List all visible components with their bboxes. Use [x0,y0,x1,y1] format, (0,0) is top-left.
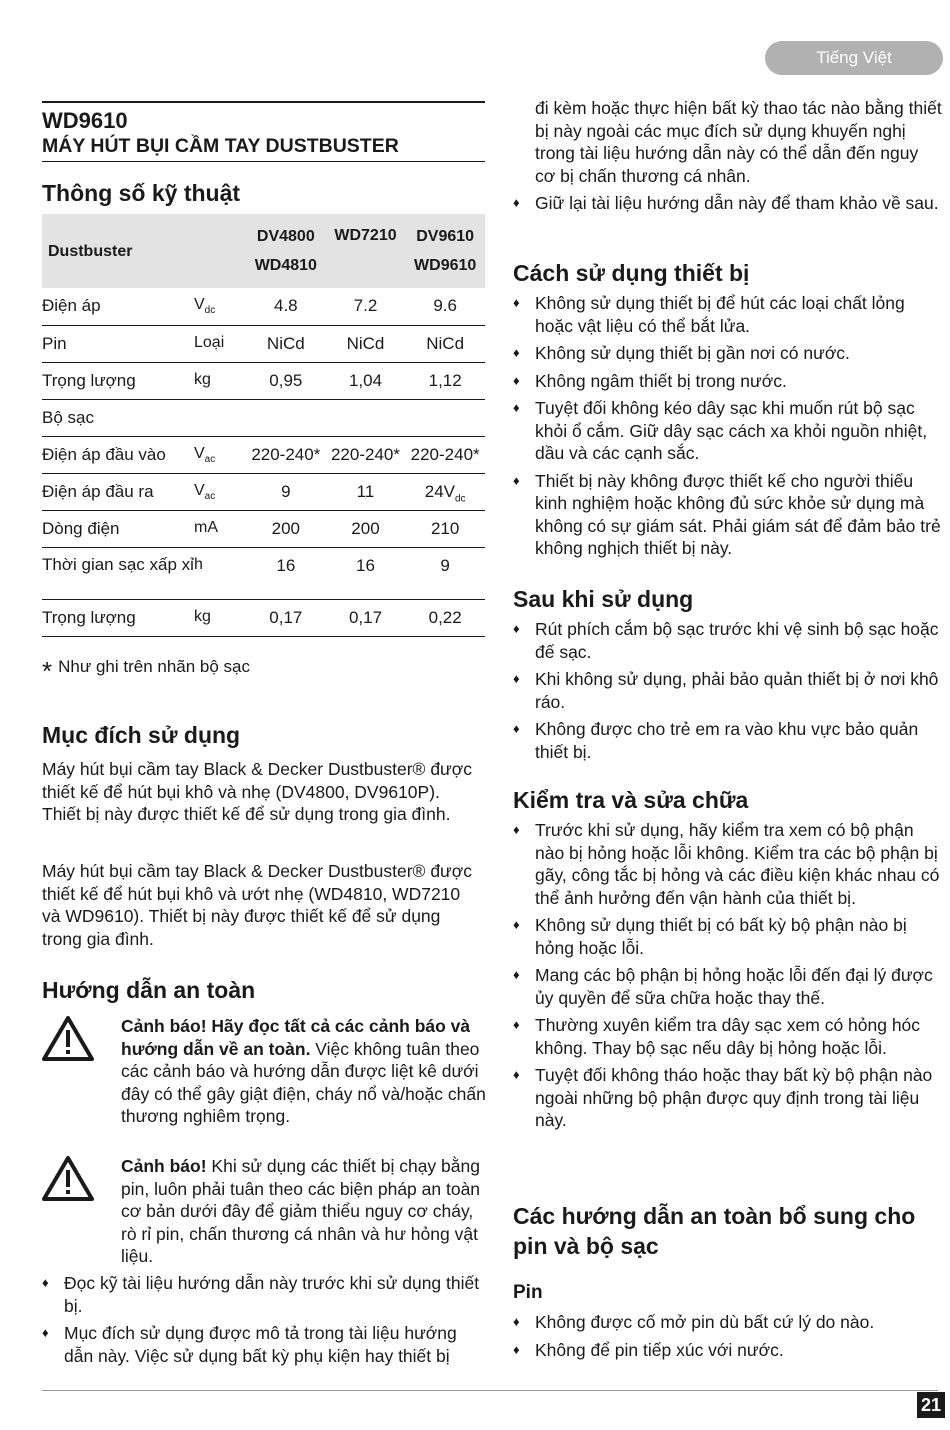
row-value: 4.8 [274,296,298,315]
header-model: DV4800 [256,228,315,245]
row-unit: $V_{dc}$ [194,296,216,317]
row-unit: kg [194,370,211,388]
row-unit: $V_{ac}$ [194,444,216,465]
bullet-diamond-icon: ♦ [513,721,520,736]
row-value [246,399,326,436]
header-model: WD4810 [254,257,317,274]
row-value: 0,22 [428,607,462,627]
table-row [42,436,485,473]
bullet-diamond-icon: ♦ [513,917,520,932]
title-rule [42,161,485,162]
list-item: ♦ Không sử dụng thiết bị có bất kỳ bộ phận nào bị hỏng hoặc lỗi. [513,915,907,958]
row-value: NiCd [266,333,305,353]
list-item: ♦ Đọc kỹ tài liệu hướng dẫn này trước khi sử dụng thiết bị. [42,1273,480,1316]
row-value: 16 [356,555,375,575]
row-value: 210 [430,518,460,538]
row-unit: $V_{ac}$ [194,481,216,502]
row-label: Bộ sạc [42,407,94,427]
table-row [42,599,485,636]
list-item: ♦ Không sử dụng thiết bị để hút các loại chất lỏng hoặc vật liệu có thể bắt lửa. [513,293,905,336]
safety-continuation: đi kèm hoặc thực hiện bất kỳ thao tác nào bằng thiết bị này ngoài các mục đích sử dụng khuyến nghị trong tài liệu hướng dẫn này có thể dẫn đến nguy cơ bị chấn thương cá nhân. [535,98,942,186]
row-value: 0,95 [269,370,303,390]
row-value: 9 [281,481,291,501]
bullet-diamond-icon: ♦ [513,621,520,636]
bullet-diamond-icon: ♦ [513,400,520,415]
bullet-diamond-icon: ♦ [42,1325,49,1340]
footnote-star: * [42,656,53,686]
row-value: 0,17 [269,607,303,627]
row-value: 200 [271,518,301,538]
row-value: 1,12 [428,370,462,390]
bullet-diamond-icon: ♦ [513,295,520,310]
row-value: 9 [440,555,450,575]
bullet-diamond-icon: ♦ [513,822,520,837]
specs-heading: Thông số kỹ thuật [42,180,241,206]
table-row [42,399,485,436]
list-item: ♦ Khi không sử dụng, phải bảo quản thiết bị ở nơi khô ráo. [513,669,939,712]
list-item: ♦ Không được cho trẻ em ra vào khu vực bảo quản thiết bị. [513,719,919,762]
list-item: ♦ Thường xuyên kiểm tra dây sạc xem có hỏng hóc không. Thay bộ sạc nếu dây bị hỏng hoặc lỗi. [513,1015,921,1058]
specs-header-col3 [405,214,485,288]
row-value [326,399,406,436]
row-value: $24V_{dc}$ [424,481,466,504]
list-item: ♦ Không sử dụng thiết bị gần nơi có nước. [513,343,850,363]
row-unit: Loại [194,333,225,351]
inspection-heading: Kiểm tra và sửa chữa [513,787,749,813]
after-use-heading: Sau khi sử dụng [513,586,694,612]
using-heading: Cách sử dụng thiết bị [513,260,750,286]
table-row [42,510,485,547]
row-label: Điện áp đầu vào [42,444,166,464]
list-item: ♦ Rút phích cắm bộ sạc trước khi vệ sinh bộ sạc hoặc đế sạc. [513,619,939,662]
bullet-diamond-icon: ♦ [513,1341,520,1357]
list-item: ♦ Không để pin tiếp xúc với nước. [513,1339,784,1360]
row-unit [194,399,246,436]
row-value: NiCd [426,333,465,353]
list-item: ♦ Mang các bộ phận bị hỏng hoặc lỗi đến đại lý được ủy quyền để sữa chữa hoặc thay thế. [513,965,933,1008]
page-number: 21 [917,1392,945,1418]
after-use-bullet-list [513,618,943,768]
warning-text-2 [121,1155,486,1268]
bullet-diamond-icon: ♦ [513,671,520,686]
bullet-diamond-icon: ♦ [513,1314,520,1329]
intended-use-heading: Mục đích sử dụng [42,722,241,748]
list-item: ♦ Tuyệt đối không tháo hoặc thay bất kỳ bộ phận nào ngoài những bộ phận được quy định trong tài liệu này. [513,1065,933,1130]
row-unit: kg [194,607,211,625]
list-item: ♦ Không ngâm thiết bị trong nước. [513,370,787,391]
list-item: ♦ Tuyệt đối không kéo dây sạc khi muốn rút bộ sạc khỏi ổ cắm. Giữ dây sạc cách xa khỏi nguồn nhiệt, dầu và các cạnh sắc. [513,398,928,463]
row-value: 16 [276,555,296,575]
row-value: 1,04 [348,370,383,390]
battery-bullet-list [513,1311,943,1366]
row-label: Điện áp [42,296,101,315]
intended-use-paragraph-2: Máy hút bụi cầm tay Black & Decker Dustbuster® được thiết kế để hút bụi khô và ướt nhẹ (WD4810, WD7210 và WD9610). Thiết bị này được thiết kế để sử dụng trong gia đình. [42,861,472,949]
table-row [42,325,485,362]
warning-triangle-icon [42,1155,94,1201]
bullet-diamond-icon: ♦ [513,472,520,488]
bullet-diamond-icon: ♦ [513,195,520,210]
list-item: ♦ Giữ lại tài liệu hướng dẫn này để tham khảo về sau. [513,193,939,213]
row-value: 220-240* [251,444,321,464]
specs-header-col2 [326,214,406,288]
battery-safety-heading: Các hướng dẫn an toàn bổ sung cho pin và bộ sạc [513,1203,916,1259]
table-row [42,362,485,399]
intended-use-paragraph-1: Máy hút bụi cầm tay Black & Decker Dustbuster® được thiết kế để hút bụi khô và nhẹ (DV4800, DV9610P). Thiết bị này được thiết kế để sử dụng trong gia đình. [42,759,472,824]
specs-header-col1 [246,214,326,288]
header-model: WD7210 [334,227,397,244]
warning-bold: Cảnh báo! [121,1156,207,1176]
row-value: 9.6 [433,296,457,315]
row-label: Dòng điện [42,518,120,538]
row-label: Trọng lượng [42,370,136,390]
warning-body: Khi sử dụng các thiết bị chạy bằng pin, luôn phải tuân theo các biện pháp an toàn cơ bản dưới đây để giảm thiểu nguy cơ cháy, rò rỉ pin, chấn thương cá nhân và hư hỏng vật liệu. [121,1156,481,1266]
table-row [42,473,485,510]
row-label: Điện áp đầu ra [42,481,154,501]
bullet-diamond-icon: ♦ [42,1275,49,1290]
header-model: DV9610 [416,228,475,245]
battery-subheading: Pin [513,1282,543,1303]
list-item: ♦ Mục đích sử dụng được mô tả trong tài liệu hướng dẫn này. Việc sử dụng bất kỳ phụ kiện hay thiết bị [42,1323,457,1366]
row-value: 0,17 [348,607,383,627]
safety-bullet-list [42,1272,488,1372]
footnote-text: Như ghi trên nhãn bộ sạc [58,657,251,676]
row-value: NiCd [346,333,385,353]
warning-bold: Cảnh báo! Hãy đọc tất cả các cảnh báo và hướng dẫn về an toàn. [121,1016,471,1059]
bullet-diamond-icon: ♦ [513,967,520,982]
safety-heading: Hướng dẫn an toàn [42,977,256,1003]
table-row [42,547,485,599]
row-value [405,399,485,436]
row-value: 11 [356,481,375,501]
row-unit: h [194,555,203,573]
warning-triangle-icon [42,1015,94,1061]
top-rule [42,101,485,103]
row-value: 200 [351,518,380,538]
bullet-diamond-icon: ♦ [513,345,520,360]
specs-table [42,214,485,637]
row-value: 220-240* [410,444,480,464]
bullet-diamond-icon: ♦ [513,1067,520,1082]
inspection-bullet-list [513,819,943,1137]
row-label: Trọng lượng [42,607,136,627]
model-code: WD9610 [42,108,128,133]
list-item: ♦ Không được cố mở pin dù bất cứ lý do nào. [513,1312,875,1332]
model-name: MÁY HÚT BỤI CẦM TAY DUSTBUSTER [42,135,399,157]
bullet-diamond-icon: ♦ [513,372,520,388]
list-item: ♦ Trước khi sử dụng, hãy kiểm tra xem có bộ phận nào bị hỏng hoặc lỗi không. Kiểm tra các bộ phận bị gãy, công tắc bị hỏng và các điều kiện khác nhau có thể ảnh hưởng đến vận hành của thiết bị. [513,820,940,908]
warning-text-1 [121,1015,486,1128]
table-row [42,288,485,325]
using-bullet-list [513,292,943,565]
footer-rule [42,1390,938,1391]
row-value: 220-240* [330,444,400,464]
language-tab: Tiếng Việt [765,41,943,75]
bullet-diamond-icon: ♦ [513,1017,520,1032]
row-unit: mA [194,518,218,536]
safety-bullet-list-cont [513,192,943,220]
warning-body: Việc không tuân theo các cảnh báo và hướng dẫn được liệt kê dưới đây có thể gây giật điện, cháy nổ và/hoặc chấn thương nghiêm trọng. [121,1038,486,1126]
row-label: Pin [42,333,67,353]
table-footnote [42,656,250,687]
row-label: Thời gian sạc xấp xỉ [42,554,194,574]
row-value: 7.2 [353,296,378,315]
list-item: ♦ Thiết bị này không được thiết kế cho người thiếu kinh nghiệm hoặc không đủ sức khỏe sử dụng mà không có sự giám sát. Phải giám sát để đảm bảo trẻ không nghịch thiết bị này. [513,470,941,558]
header-model: WD9610 [414,257,477,274]
specs-header-label: Dustbuster [42,214,246,288]
